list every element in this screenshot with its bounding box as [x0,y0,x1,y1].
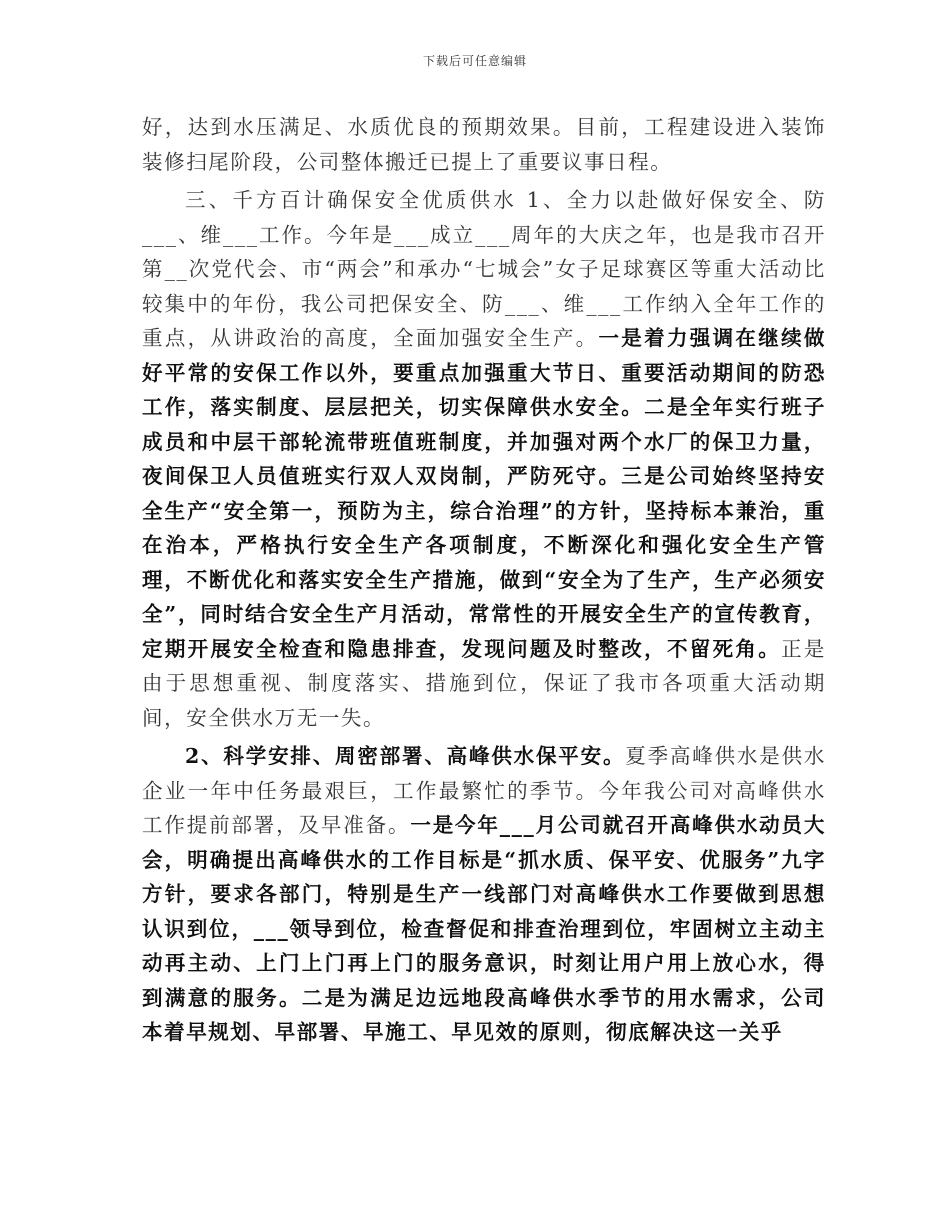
paragraph-3 [142,739,826,1050]
bold-text-run: 一是今年___月公司就召开高峰供水动员大会，明确提出高峰供水的工作目标是“抓水质、保平安、优服务”九字方针，要求各部门，特别是生产一线部门对高峰供水工作要做到思想认识到位，___领导到位，检查督促和排查治理到位，牢固树立主动主动再主动、上门上门再上门的服务意识，时刻让用户用上放心水，得到满意的服务。二是为满足边远地段高峰供水季节的用水需求，公司本着早规划、早部署、早施工、早见效的原则，彻底解决这一关乎 [142,813,827,1044]
paragraph-2 [142,183,826,735]
bold-text-run: 2、科学安排、周密部署、高峰供水保平安。 [185,744,626,768]
text-run: 夏季高峰供水是供水企业一年中任务最艰巨，工作最繁忙的季节。今年我公司对高峰供水工作提前部署，及早准备。 [142,744,827,837]
text-run: 正是由于思想重视、制度落实、措施到位，保证了我市各项重大活动期间，安全供水万无一失。 [142,636,826,730]
text-run: 好，达到水压满足、水质优良的预期效果。目前，工程建设进入装饰装修扫尾阶段，公司整体搬迁已提上了重要议事日程。 [142,115,826,174]
document-body [142,110,826,1054]
paragraph-1 [142,110,826,179]
bold-text-run: 一是着力强调在继续做好平常的安保工作以外，要重点加强重大节日、重要活动期间的防恐工作，落实制度、层层把关，切实保障供水安全。二是全年实行班子成员和中层干部轮流带班值班制度，并加强对两个水厂的保卫力量，夜间保卫人员值班实行双人双岗制，严防死守。三是公司始终坚持安全生产“安全第一，预防为主，综合治理”的方针，坚持标本兼治，重在治本，严格执行安全生产各项制度，不断深化和强化安全生产管理，不断优化和落实安全生产措施，做到“安全为了生产，生产必须安全”，同时结合安全生产月活动，常常性的开展安全生产的宣传教育，定期开展安全检查和隐患排查，发现问题及时整改，不留死角。 [142,326,827,661]
page-header: 下载后可任意编辑 [422,54,527,68]
text-run: 三、千方百计确保安全优质供水 1、全力以赴做好保安全、防___、维___工作。今年是___成立___周年的大庆之年，也是我市召开第__次党代会、市“两会”和承办“七城会”女子足球赛区等重大活动比较集中的年份，我公司把保安全、防___、维___工作纳入全年工作的重点，从讲政治的高度，全面加强安全生产。 [142,188,826,350]
